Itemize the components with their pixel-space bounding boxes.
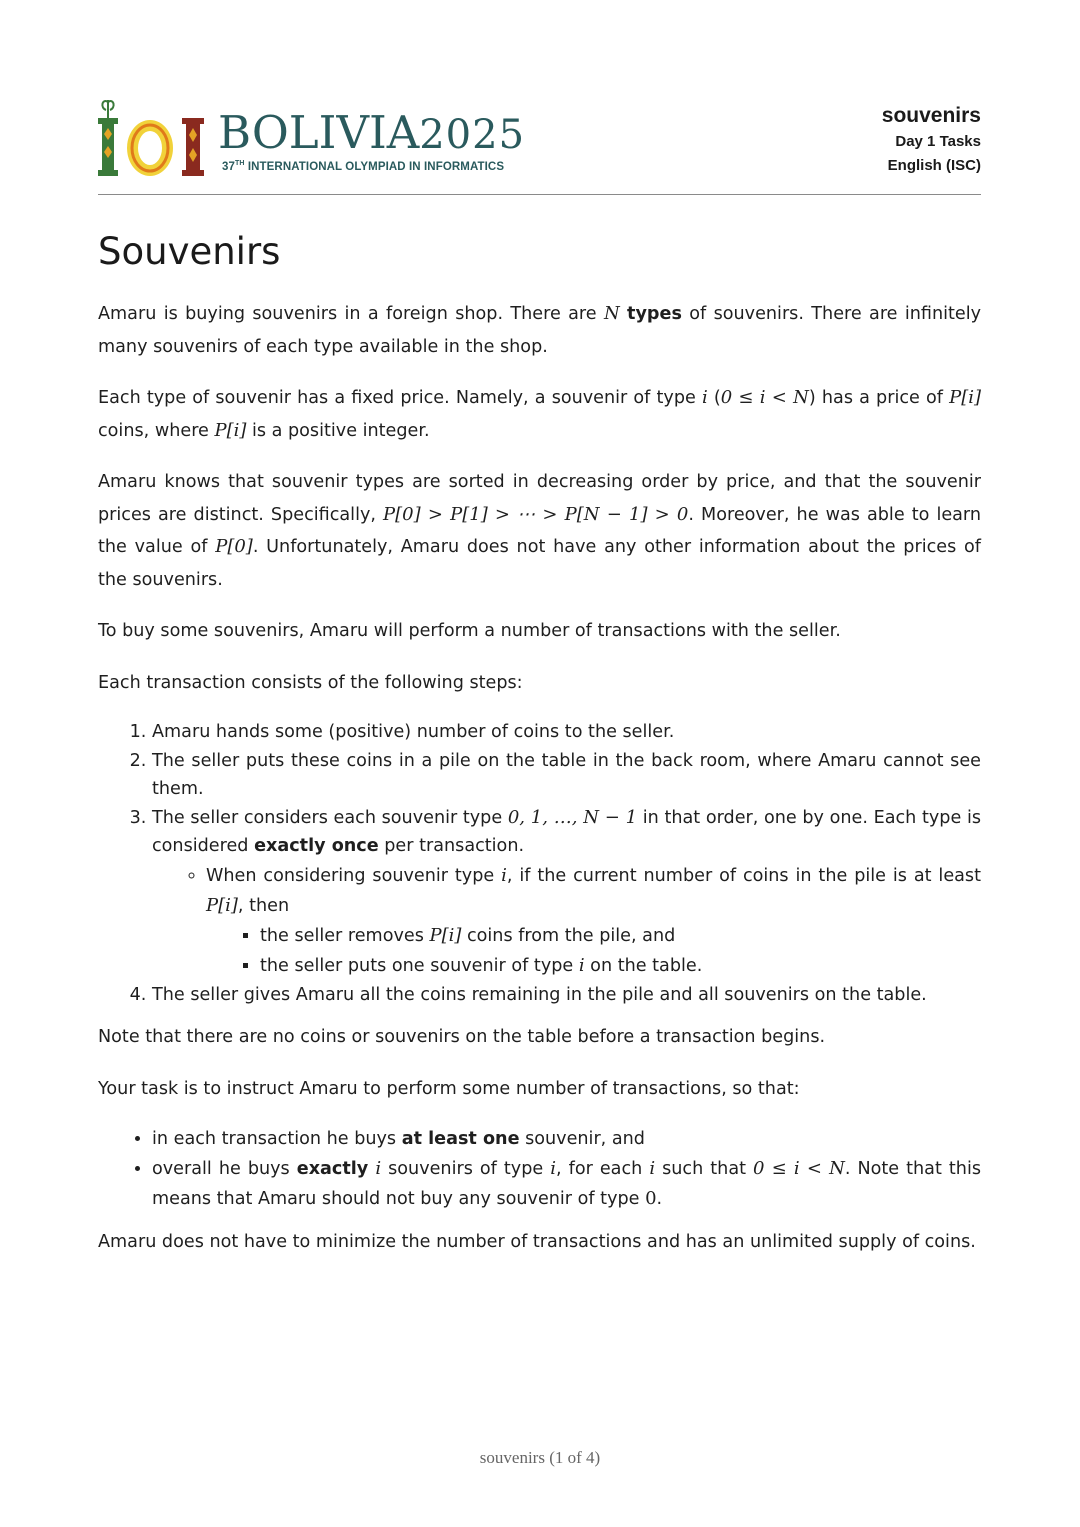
list-item: • overall he buys exactly i souvenirs of type i, for each i such that 0 ≤ i < N. Note that this means that Amaru should not buy any souvenir of type 0.	[152, 1154, 981, 1214]
page-footer: souvenirs (1 of 4)	[479, 1448, 601, 1467]
page-header	[98, 96, 981, 195]
paragraph-intro: Amaru is buying souvenirs in a foreign shop. There are N types of souvenirs. There are infinitely many souvenirs of each type available in the shop.	[98, 303, 982, 357]
list-item: ▪ the seller puts one souvenir of type i on the table.	[260, 951, 981, 981]
logo-subtitle: 37TH INTERNATIONAL OLYMPIAD IN INFORMATICS	[222, 160, 505, 173]
paragraph-note: Note that there are no coins or souvenirs on the table before a transaction begins.	[98, 1027, 826, 1047]
paragraph-task: Your task is to instruct Amaru to perform some number of transactions, so that:	[98, 1078, 800, 1099]
header-task-info	[882, 102, 981, 178]
header-language: English (ISC)	[887, 157, 981, 174]
problem-statement	[98, 298, 981, 1278]
page-title: Souvenirs	[98, 230, 281, 273]
list-item: 2. The seller puts these coins in a pile on the table in the back room, where Amaru cannot see them.	[152, 747, 981, 804]
logo-wordmark: BOLIVIA2025	[218, 106, 526, 159]
list-item: 4. The seller gives Amaru all the coins remaining in the pile and all souvenirs on the table.	[152, 981, 981, 1010]
paragraph-transactions: To buy some souvenirs, Amaru will perform a number of transactions with the seller.	[98, 621, 841, 641]
list-item: • in each transaction he buys at least one souvenir, and	[152, 1124, 981, 1154]
action-sublist	[206, 921, 981, 981]
ioi-logo	[98, 98, 538, 178]
list-item: ▪ the seller removes P[i] coins from the pile, and	[260, 921, 981, 951]
list-item: ◦ When considering souvenir type i, if the current number of coins in the pile is at least P[i], then ▪ the seller removes P[i] coins from the pile, and ▪ the seller puts one souvenir of type i on the table.	[206, 861, 981, 981]
list-item: 1. Amaru hands some (positive) number of coins to the seller.	[152, 718, 981, 747]
paragraph-steps-intro: Each transaction consists of the following steps:	[98, 672, 523, 693]
paragraph-ordering: Amaru knows that souvenir types are sorted in decreasing order by price, and that the souvenir prices are distinct. Specifically, P[0] > P[1] > ⋯ > P[N − 1] > 0. Moreover, he was able to learn the value of P[0]. Unfortunately, Amaru does not have any other information about the prices of the souvenirs.	[98, 472, 982, 590]
consider-sublist	[152, 861, 981, 981]
list-item: 3. The seller considers each souvenir type 0, 1, …, N − 1 in that order, one by one. Each type is considered exactly once per transaction. ◦ When considering souvenir type i, if the current number of coins in the pile is at least P[i], then ▪ the seller removes P[i] coins from the pile, and ▪ the seller puts one souvenir of type i on the table.	[152, 804, 981, 981]
header-day: Day 1 Tasks	[895, 133, 981, 150]
ioi-emblem-icon	[98, 98, 210, 178]
header-task-name: souvenirs	[881, 104, 981, 127]
paragraph-prices: Each type of souvenir has a fixed price. Namely, a souvenir of type i (0 ≤ i < N) has a price of P[i] coins, where P[i] is a positive integer.	[98, 387, 981, 441]
task-conditions-list	[98, 1124, 981, 1214]
paragraph-final: Amaru does not have to minimize the number of transactions and has an unlimited supply of coins.	[98, 1232, 976, 1252]
transaction-steps-list	[98, 718, 981, 1009]
